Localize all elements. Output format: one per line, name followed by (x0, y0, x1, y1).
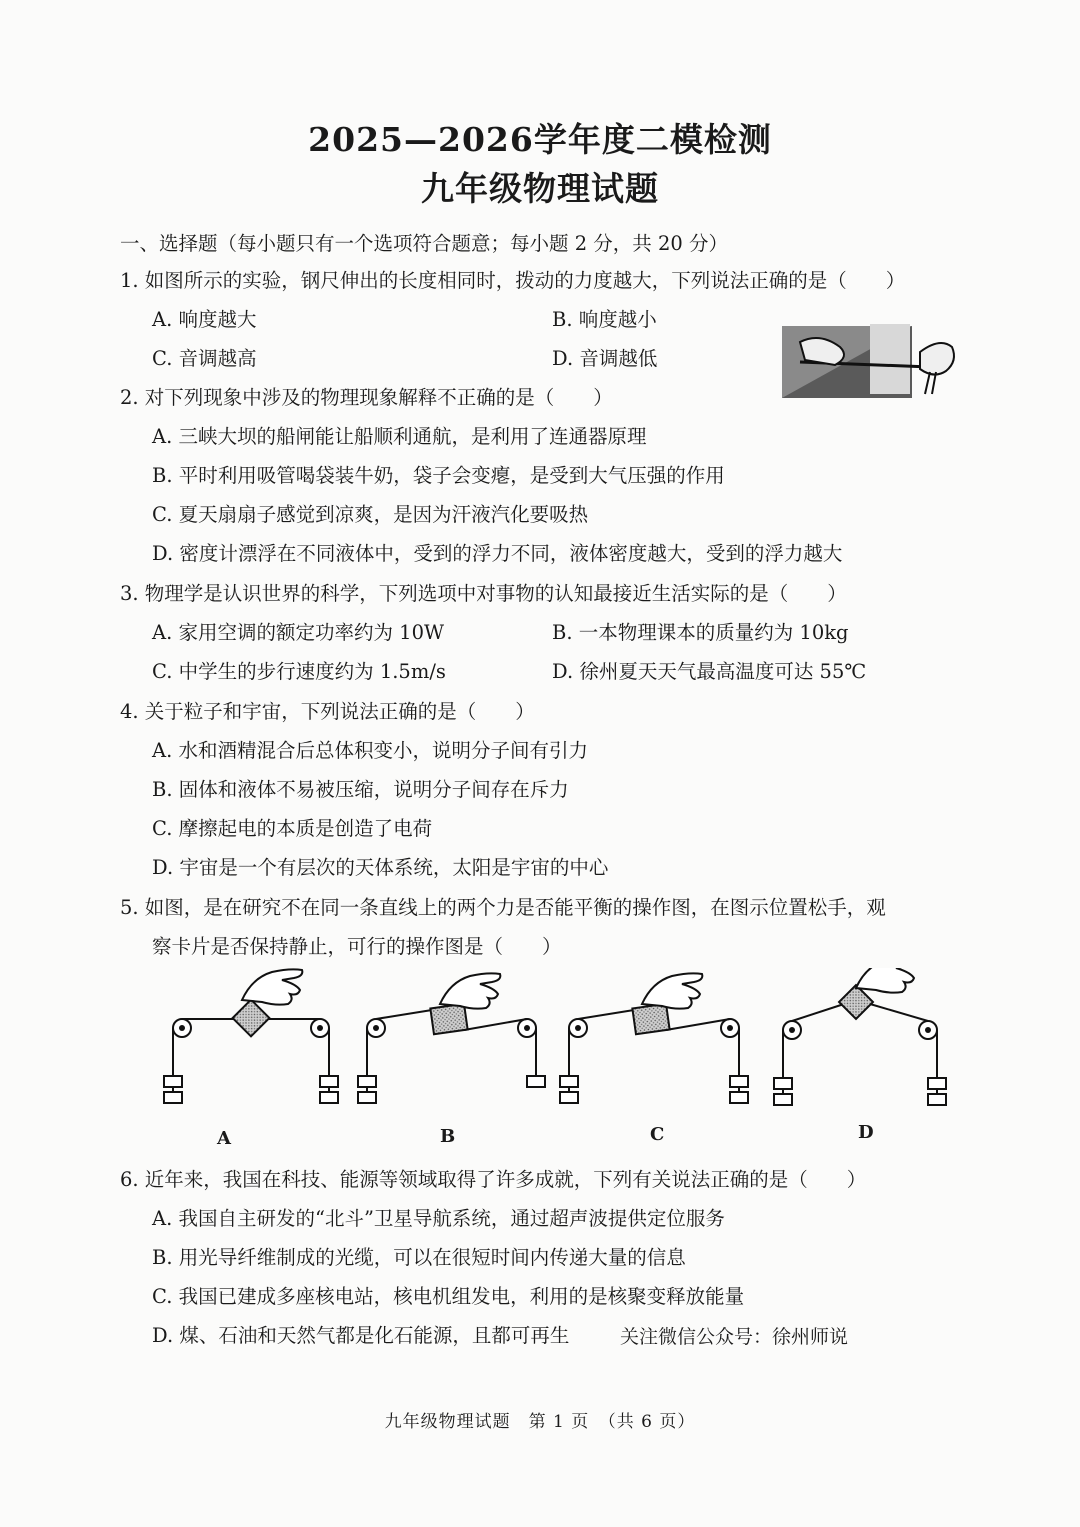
q2-stem: 2. 对下列现象中涉及的物理现象解释不正确的是（ ） (120, 386, 613, 409)
figure-label-a: A (217, 1128, 231, 1149)
figure-a (164, 969, 338, 1103)
q6-option-d: D. 煤、石油和天然气都是化石能源，且都可再生 (152, 1324, 570, 1347)
q4-option-a: A. 水和酒精混合后总体积变小，说明分子间有引力 (152, 739, 588, 762)
watermark-text: 关注微信公众号：徐州师说 (620, 1326, 849, 1348)
exam-title: 2025—2026学年度二模检测 (308, 120, 772, 159)
q4-option-c: C. 摩擦起电的本质是创造了电荷 (152, 817, 433, 840)
balance-card-figures (150, 968, 960, 1118)
q2-option-a: A. 三峡大坝的船闸能让船顺利通航，是利用了连通器原理 (152, 425, 647, 448)
q6-option-b: B. 用光导纤维制成的光缆，可以在很短时间内传递大量的信息 (152, 1246, 686, 1269)
q3-stem: 3. 物理学是认识世界的科学，下列选项中对事物的认知最接近生活实际的是（ ） (120, 582, 847, 605)
q1-option-a: A. 响度越大 (152, 308, 257, 331)
figure-label-c: C (650, 1124, 665, 1145)
page-footer: 九年级物理试题 第 1 页 （共 6 页） (384, 1412, 696, 1432)
q3-option-a: A. 家用空调的额定功率约为 10W (152, 621, 445, 644)
q4-option-d: D. 宇宙是一个有层次的天体系统，太阳是宇宙的中心 (152, 856, 609, 879)
q2-option-d: D. 密度计漂浮在不同液体中，受到的浮力不同，液体密度越大，受到的浮力越大 (152, 542, 843, 565)
figure-c (560, 973, 748, 1103)
q3-option-c: C. 中学生的步行速度约为 1.5m/s (152, 660, 446, 683)
section-header: 一、选择题（每小题只有一个选项符合题意；每小题 2 分，共 20 分） (120, 232, 729, 255)
exam-subtitle: 九年级物理试题 (421, 169, 659, 208)
q2-option-b: B. 平时利用吸管喝袋装牛奶，袋子会变瘪，是受到大气压强的作用 (152, 464, 725, 487)
q2-option-c: C. 夏天扇扇子感觉到凉爽，是因为汗液汽化要吸热 (152, 503, 589, 526)
q5-stem-line2: 察卡片是否保持静止，可行的操作图是（ ） (152, 935, 562, 958)
q4-stem: 4. 关于粒子和宇宙，下列说法正确的是（ ） (120, 700, 535, 723)
q6-option-c: C. 我国已建成多座核电站，核电机组发电，利用的是核聚变释放能量 (152, 1285, 745, 1308)
figure-label-b: B (440, 1126, 456, 1147)
figure-b (358, 973, 545, 1103)
q3-option-b: B. 一本物理课本的质量约为 10kg (552, 621, 849, 644)
q6-option-a: A. 我国自主研发的“北斗”卫星导航系统，通过超声波提供定位服务 (152, 1207, 725, 1230)
q1-option-c: C. 音调越高 (152, 347, 257, 370)
q4-option-b: B. 固体和液体不易被压缩，说明分子间存在斥力 (152, 778, 569, 801)
q3-option-d: D. 徐州夏天天气最高温度可达 55℃ (552, 660, 867, 683)
q6-stem: 6. 近年来，我国在科技、能源等领域取得了许多成就，下列有关说法正确的是（ ） (120, 1168, 867, 1191)
figure-d (774, 968, 946, 1105)
q1-option-b: B. 响度越小 (552, 308, 657, 331)
q5-stem-line1: 5. 如图，是在研究不在同一条直线上的两个力是否能平衡的操作图，在图示位置松手，观 (120, 896, 886, 919)
q1-stem: 1. 如图所示的实验，钢尺伸出的长度相同时，拨动的力度越大，下列说法正确的是（ ） (120, 269, 906, 292)
q1-option-d: D. 音调越低 (552, 347, 658, 370)
figure-label-d: D (858, 1122, 874, 1143)
ruler-experiment-figure (780, 322, 960, 402)
